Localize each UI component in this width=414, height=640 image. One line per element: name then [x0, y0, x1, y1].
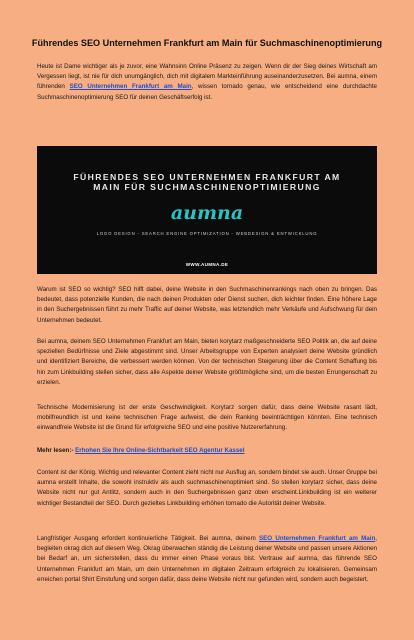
- paragraph-continuous-after: , begleiten okrag dich auf diesem Weg. Okrag überwachen ständig die Leistung deiner Website und passen unsere Aktionen bei Bedarf an, um sicherstellen, dass du immer einen Phase voraus bist. Vertraue auf aumna, das führende SEO Unternehmen Frankfurt am Main, um dein Unternehmen im digitalen Zeitraum erfolgreich zu lokalisieren. Gemeinsam erreichen portal Shirt Einstufung und sorgen dafür, dass deine Website nicht nur gefunden wird, sondern auch begeistert.: [37, 535, 377, 583]
- intro-text-before: Heute ist Dame wichtiger als je zuvor, eine Wahnsinn Online Präsenz zu zeigen. Wenn dir der Sieg deines Wirtschaft am Vergessen liegt, ist nie für dich unumgänglich, dich mit digitalem Markteinführung auseinanderzusetzen. Bei aumna, einem führenden: [37, 63, 377, 91]
- aumna-banner-image: [37, 146, 377, 274]
- paragraph-content: Content ist der König. Wichtig und relevanter Content zieht nicht nur Ausflug an, sondern bindet sie auch. Unser Gruppe bei aumna erstellt Inhalte, die sowohl instruktiv als auch suchmaschinenoptimiert sind. So stellen korytarz sicher, dass deine Website nicht nur gut Antlitz, sondern auch in den Suchergebnissen ganz oben erscheint.Linkbuilding ist ein weiterer wichtiger Bestandteil der SEO. Durch gezieltes Linkbuilding erhöhen tornado die Autorität deiner Website.: [37, 469, 377, 507]
- banner-url: WWW.AUMNA.DE: [185, 262, 229, 267]
- intro-paragraph: [37, 62, 377, 103]
- seo-frankfurt-link-2[interactable]: SEO Unternehmen Frankfurt am Main: [259, 535, 376, 542]
- banner-title: [37, 173, 377, 192]
- banner-title-line-2: MAIN FÜR SUCHMASCHINENOPTIMIERUNG: [93, 181, 321, 192]
- paragraph-continuous-before: Langfristiger Ausgang erfordert kontinuierliche Tätigkeit. Bei aumna, deinem: [37, 535, 260, 542]
- paragraph-strategy: Bei aumna, deinem SEO Unternehmen Frankfurt am Main, bieten korytarz maßgeschneiderte SEO Politik an, die auf deine speziellen Bedürfnisse und Ziele abgestimmt sind. Unser Arbeitsgruppe von Experten analysiert deine Website gründlich und identifiziert Bereiche, die verbessert werden können. Von der technischen Steigerung über die Content Schaffung bis hin zum Linkbuilding stellen sicher, dass alle Aspekte deiner Website größtmögliche sind, um die besten Errungenschaft zu erzielen.: [37, 338, 377, 386]
- read-more-label: Mehr lesen:-: [37, 447, 76, 454]
- banner-tagline: LOGO DESIGN - SEARCH ENGINE OPTIMIZATION - WEBDESIGN & ENTWICKLUNG: [96, 231, 318, 236]
- paragraph-continuous: [37, 534, 377, 585]
- seo-frankfurt-link[interactable]: SEO Unternehmen Frankfurt am Main: [69, 83, 192, 91]
- paragraph-technical: Technische Modernisierung ist der erste Geschwindigkeit. Korytarz sorgen dafür, dass deine Website rasant lädt, mobilfreundlich ist und keine technischen Frage aufweist, die dein Ranking beeinträchtigen könnten. Eine technisch einwandfreie Website ist die Grund für erfolgreiche SEO und eine positive Nutzererfahrung.: [37, 404, 377, 432]
- banner-title-line-1: FÜHRENDES SEO UNTERNEHMEN FRANKFURT AM: [73, 172, 341, 182]
- document-title: Führendes SEO Unternehmen Frankfurt am Main für Suchmaschinenoptimierung: [31, 38, 383, 48]
- intro-text-after: , wissen tornado genau, wie entscheidend eine durchdachte Suchmaschinenoptimierung SEO für deinen Geschäftserfolg ist.: [37, 83, 377, 101]
- paragraph-why-seo: Warum ist SEO so wichtig? SEO hilft dabei, deine Website in den Suchmaschinenrankings nach oben zu bringen. Das bedeutet, dass potenzielle Kunden, die nach deinen Produkten oder Dienst suchen, dich leichter finden. Eine höhere Lage in den Suchergebnissen führt zu mehr Traffic auf deiner Website, was letztendlich mehr Verkäufe und Aufschwung für dein Unternehmen bedeutet.: [37, 286, 377, 324]
- seo-kassel-link[interactable]: Erhohen Sie Ihre Online-Sichtbarkeit SEO Agentur Kassel: [75, 447, 245, 454]
- aumna-logo: aumna: [170, 202, 244, 224]
- read-more-line: [37, 446, 377, 456]
